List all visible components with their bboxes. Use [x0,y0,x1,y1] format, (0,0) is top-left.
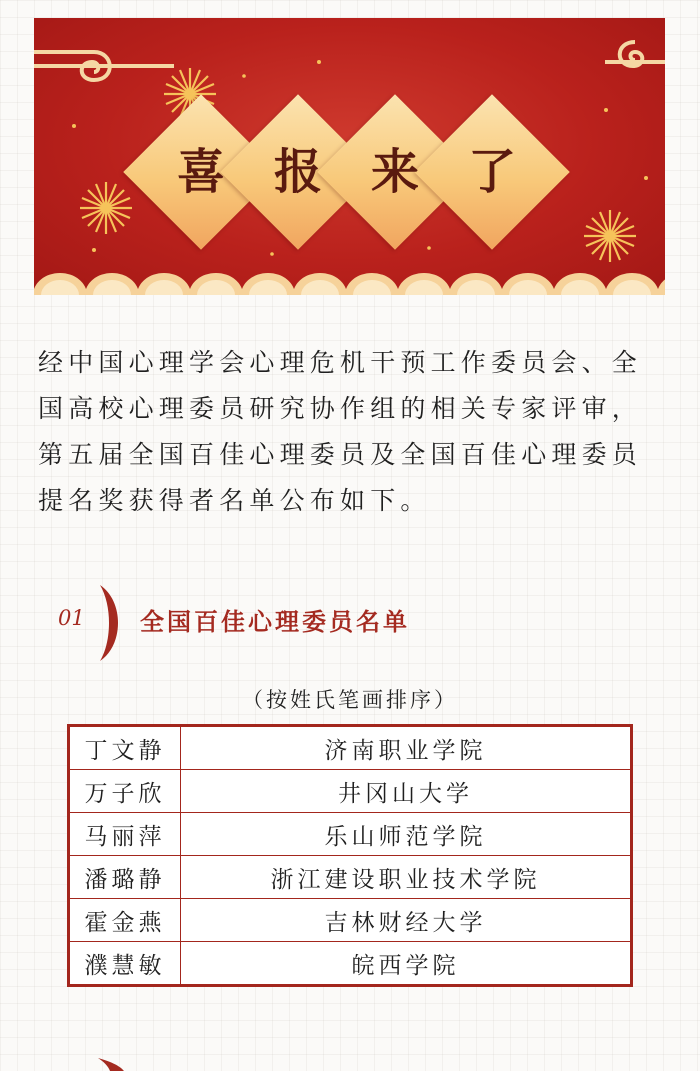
table-row [69,856,632,899]
table-row [69,942,632,986]
winner-school: 皖西学院 [181,942,632,986]
table-row [69,899,632,942]
table-row [69,726,632,770]
scallop [657,273,665,295]
banner-char: 来 [370,144,419,200]
scallop-border [34,265,665,295]
winner-school: 乐山师范学院 [181,813,632,856]
celebration-banner [34,18,665,295]
section-title: 全国百佳心理委员名单 [140,607,410,636]
winners-table [67,724,633,987]
sort-note: （按姓氏笔画排序） [242,688,458,712]
intro-paragraph: 经中国心理学会心理危机干预工作委员会、全国高校心理委员研究协作组的相关专家评审，第五届全国百佳心理委员及全国百佳心理委员提名奖获得者名单公布如下。 [38,348,643,515]
winner-name: 马丽萍 [69,813,181,856]
winner-name: 霍金燕 [69,899,181,942]
banner-char: 了 [467,144,516,200]
winner-school: 井冈山大学 [181,770,632,813]
section-arc-icon [88,1058,128,1071]
section-number: 01 [58,606,85,630]
winner-name: 濮慧敏 [69,942,181,986]
winner-name: 丁文静 [69,726,181,770]
banner-char: 喜 [176,144,225,200]
winner-school: 浙江建设职业技术学院 [181,856,632,899]
banner-char: 报 [273,144,322,200]
winner-school: 吉林财经大学 [181,899,632,942]
winner-name: 潘璐静 [69,856,181,899]
winner-name: 万子欣 [69,770,181,813]
table-row [69,770,632,813]
table-row [69,813,632,856]
winner-school: 济南职业学院 [181,726,632,770]
